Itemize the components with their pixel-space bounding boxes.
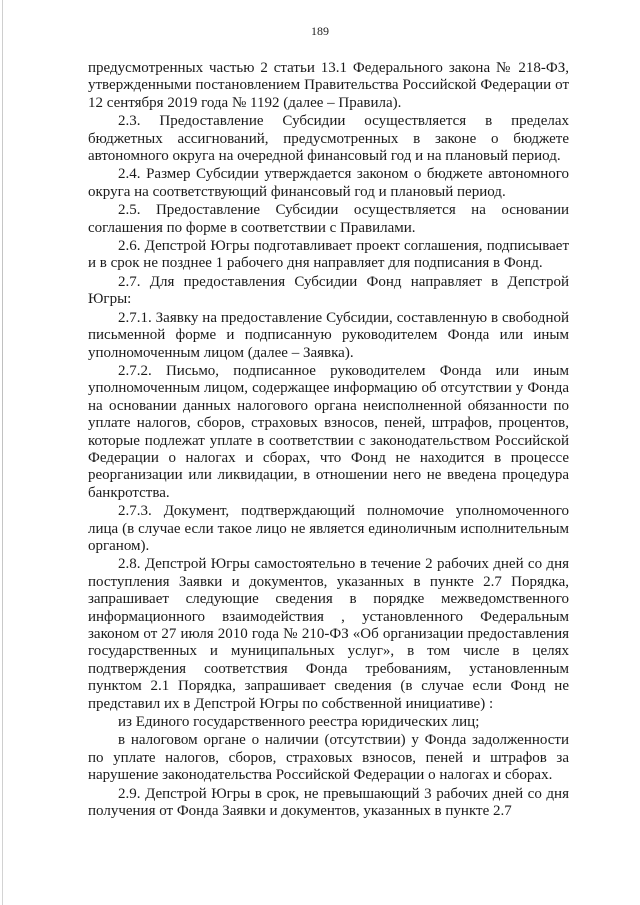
page-number: 189 — [311, 24, 329, 38]
paragraph-2-5: 2.5. Предоставление Субсидии осуществляется на основании соглашения по форме в соответствии с Правилами. — [88, 202, 569, 236]
paragraph-2-8: 2.8. Депстрой Югры самостоятельно в течение 2 рабочих дней со дня поступления Заявки и документов, указанных в пункте 2.7 Порядка, запрашивает следующие сведения в порядке межведомственного информационного взаимодействия , установленного Федеральным законом от 27 июля 2010 года № 210-ФЗ «Об организации предоставления государственных и муниципальных услуг», в том числе в целях подтверждения соответствия Фонда требованиям, установленным пунктом 2.1 Порядка, запрашивает сведения (в случае если Фонд не представил их в Депстрой Югры по собственной инициативе) : — [88, 556, 569, 712]
paragraph-2-7: 2.7. Для предоставления Субсидии Фонд направляет в Депстрой Югры: — [88, 273, 569, 308]
paragraph-2-4: 2.4. Размер Субсидии утверждается законом о бюджете автономного округа на соответствующий финансовый год и плановый период. — [88, 166, 569, 200]
paragraph-2-6: 2.6. Депстрой Югры подготавливает проект соглашения, подписывает и в срок не позднее 1 рабочего дня направляет для подписания в Фонд. — [88, 238, 569, 272]
paragraph-2-7-3: 2.7.3. Документ, подтверждающий полномочие уполномоченного лица (в случае если такое лицо не является единоличным исполнительным органом). — [88, 503, 569, 554]
document-body — [88, 60, 569, 820]
paragraph-tax-item: в налоговом органе о наличии (отсутствии) у Фонда задолженности по уплате налогов, сборов, страховых взносов, пеней и штрафов за нарушение законодательства Российской Федерации о налогах и сборах. — [88, 732, 569, 784]
paragraph-continuation: предусмотренных частью 2 статьи 13.1 Федерального закона № 218-ФЗ, утвержденными постановлением Правительства Российской Федерации от 12 сентября 2019 года № 1192 (далее – Правила). — [88, 60, 569, 111]
paragraph-2-3: 2.3. Предоставление Субсидии осуществляется в пределах бюджетных ассигнований, предусмотренных в законе о бюджете автономного округа на очередной финансовый год и на плановый период. — [88, 113, 569, 165]
paragraph-2-9: 2.9. Депстрой Югры в срок, не превышающий 3 рабочих дней со дня получения от Фонда Заявки и документов, указанных в пункте 2.7 — [88, 785, 569, 820]
paragraph-2-7-1: 2.7.1. Заявку на предоставление Субсидии, составленную в свободной письменной форме и подписанную руководителем Фонда или иным уполномоченным лицом (далее – Заявка). — [88, 309, 569, 361]
paragraph-egrul-item: из Единого государственного реестра юридических лиц; — [118, 714, 480, 731]
paragraph-2-7-2: 2.7.2. Письмо, подписанное руководителем Фонда или иным уполномоченным лицом, содержащее информацию об отсутствии у Фонда на основании данных налогового органа неисполненной обязанности по уплате налогов, сборов, страховых взносов, пеней, штрафов, процентов, которые подлежат уплате в соответствии с законодательством Российской Федерации о налогах и сборах, что Фонд не находится в процессе реорганизации или ликвидации, в отношении него не введена процедура банкротства. — [88, 362, 569, 501]
scan-edge-line — [2, 0, 3, 905]
